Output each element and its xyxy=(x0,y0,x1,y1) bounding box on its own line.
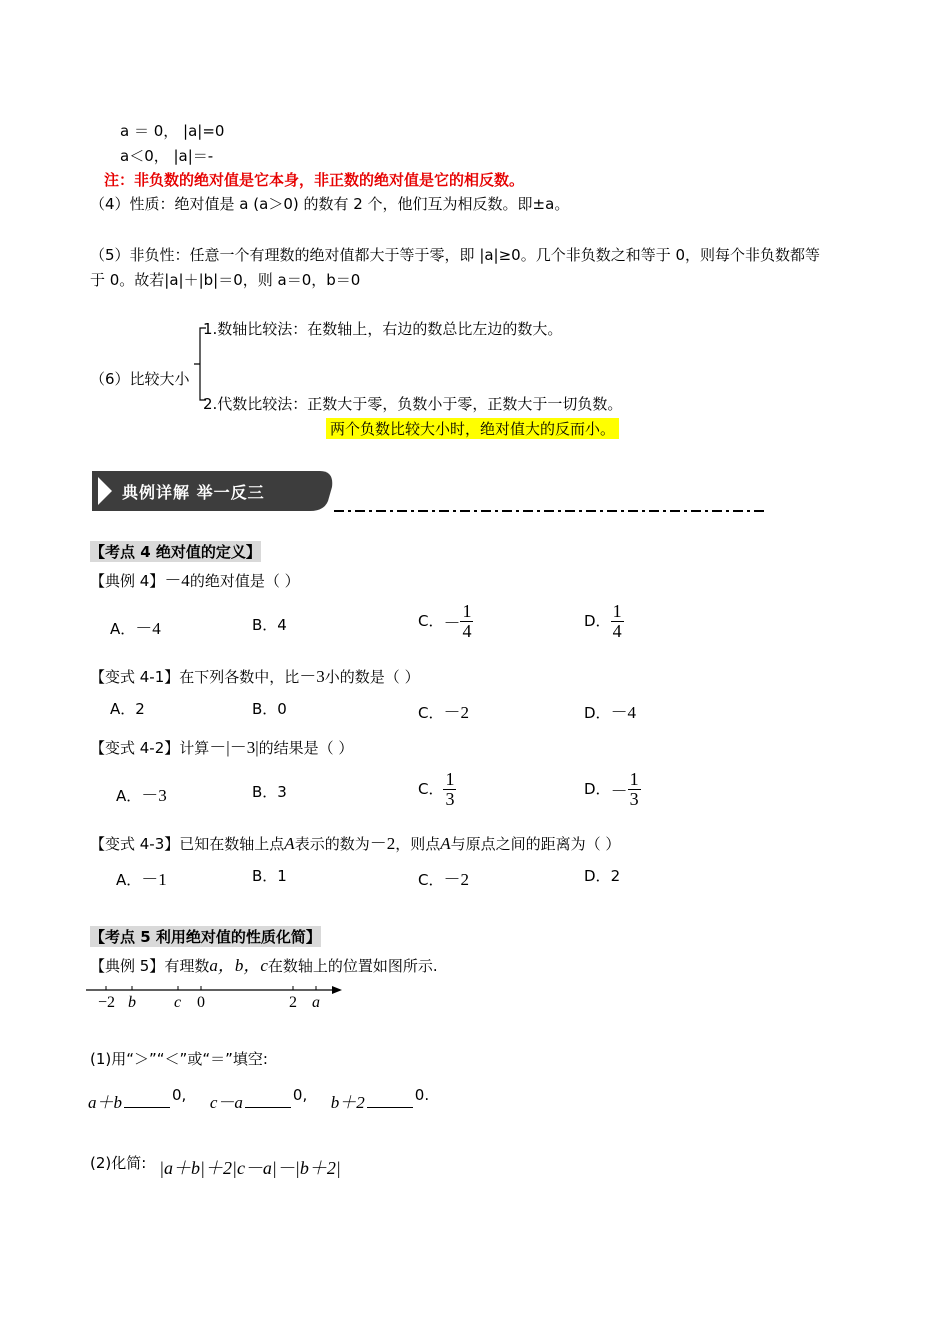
example-text: 有理数 xyxy=(164,957,210,975)
fraction-denominator: 3 xyxy=(445,788,455,809)
k4-variant-3 xyxy=(90,829,620,854)
option-letter: D． xyxy=(584,611,611,630)
k5-question-1: (1)用“＞”“＜”或“＝”填空: xyxy=(90,1050,268,1068)
question-label: (2)化简: xyxy=(90,1154,147,1172)
fraction-denominator: 3 xyxy=(629,788,639,809)
option-letter: C． xyxy=(418,704,444,722)
property-5-line2: 于 0。故若|a|＋|b|＝0，则 a＝0，b＝0 xyxy=(90,271,361,289)
option-letter: C． xyxy=(418,779,444,798)
k4v3-option-a[interactable] xyxy=(116,865,167,890)
option-letter: A． xyxy=(116,787,142,805)
option-value: 2 xyxy=(610,867,621,885)
compare-method-1: 1.数轴比较法：在数轴上，右边的数总比左边的数大。 xyxy=(203,320,563,338)
k4-option-b[interactable] xyxy=(252,614,287,635)
expr-1: a＋b xyxy=(88,1093,122,1112)
option-value: 4 xyxy=(277,616,287,634)
example-prefix: 【典例 5】 xyxy=(90,957,165,975)
expr-3: b＋2 xyxy=(330,1093,365,1112)
k4v1-option-d[interactable] xyxy=(584,698,636,723)
option-value: －4 xyxy=(135,619,161,638)
axis-label-c: c xyxy=(174,994,182,1011)
k4v2-option-d[interactable] xyxy=(584,770,641,809)
variant-math: －|－3| xyxy=(209,738,259,757)
option-fraction xyxy=(611,602,624,641)
option-value: －1 xyxy=(141,870,167,889)
variant-text: 表示的数为 xyxy=(294,835,370,853)
fraction-denominator: 4 xyxy=(612,620,622,641)
fraction-numerator: 1 xyxy=(612,601,622,621)
option-letter: B． xyxy=(252,616,278,634)
option-value: －2 xyxy=(443,703,469,722)
option-letter: D． xyxy=(584,779,611,798)
k4-variant-2 xyxy=(90,733,353,758)
variant-math: A xyxy=(284,834,295,853)
option-letter: D． xyxy=(584,867,611,885)
zero-label: 0. xyxy=(414,1086,430,1104)
axis-label-zero: 0 xyxy=(197,994,205,1011)
k4v3-option-b[interactable] xyxy=(252,865,287,886)
axis-label-two: 2 xyxy=(289,994,297,1011)
option-value: 3 xyxy=(277,783,287,801)
option-value: 1 xyxy=(277,867,287,885)
variant-prefix: 【变式 4-3】 xyxy=(90,835,180,853)
example-vars: a，b，c xyxy=(209,956,268,975)
k4-option-d[interactable] xyxy=(584,602,624,641)
example-text: 在数轴上的位置如图所示. xyxy=(267,957,438,975)
k4v3-option-c[interactable] xyxy=(418,865,469,890)
variant-math: －2 xyxy=(369,834,396,853)
k5-heading: 【考点 5 利用绝对值的性质化简】 xyxy=(90,928,321,946)
variant-text: 已知在数轴上点 xyxy=(179,835,285,853)
k4-example xyxy=(90,566,300,591)
variant-text: ，则点 xyxy=(395,835,441,853)
option-value: －2 xyxy=(443,870,469,889)
fraction-numerator: 1 xyxy=(462,601,472,621)
property-4: （4）性质：绝对值是 a (a＞0) 的数有 2 个，他们互为相反数。即±a。 xyxy=(90,195,570,213)
option-letter: A． xyxy=(110,620,136,638)
option-letter: B． xyxy=(252,867,278,885)
option-fraction xyxy=(443,770,456,809)
fraction-numerator: 1 xyxy=(445,769,455,789)
option-letter: A． xyxy=(110,700,136,718)
option-sign: － xyxy=(610,781,628,801)
note-line: 注：非负数的绝对值是它本身，非正数的绝对值是它的相反数。 xyxy=(104,171,525,189)
option-fraction xyxy=(460,602,473,641)
axis-label-a: a xyxy=(312,994,320,1011)
abs-def-zero: a ＝ 0， |a|=0 xyxy=(120,122,225,140)
option-letter: C． xyxy=(418,611,444,630)
number-line xyxy=(86,980,350,1016)
variant-text: 在下列各数中，比 xyxy=(179,668,300,686)
fraction-numerator: 1 xyxy=(629,769,639,789)
answer-blank-3[interactable] xyxy=(367,1107,413,1108)
zero-label: 0, xyxy=(172,1086,187,1104)
highlight-note: 两个负数比较大小时，绝对值大的反而小。 xyxy=(326,418,619,439)
option-letter: A． xyxy=(116,871,142,889)
k4-example-math: －4 xyxy=(164,571,190,590)
k4v1-option-b[interactable] xyxy=(252,698,287,719)
expr-2: c－a xyxy=(209,1093,243,1112)
k5-question-1-blanks xyxy=(88,1088,429,1113)
abs-def-negative: a＜0， |a|＝- xyxy=(120,147,214,165)
k4v3-option-d[interactable] xyxy=(584,865,620,886)
k5-example xyxy=(90,951,438,976)
k4-example-prefix: 【典例 4】 xyxy=(90,572,165,590)
variant-prefix: 【变式 4-1】 xyxy=(90,668,180,686)
compare-method-2: 2.代数比较法：正数大于零，负数小于零，正数大于一切负数。 xyxy=(203,395,623,413)
property-5-line1: （5）非负性：任意一个有理数的绝对值都大于等于零，即 |a|≥0。几个非负数之和等于 0，则每个非负数都等 xyxy=(90,246,821,264)
k4-variant-1 xyxy=(90,662,420,687)
option-letter: D． xyxy=(584,704,611,722)
option-value: 0 xyxy=(277,700,287,718)
variant-math: －3 xyxy=(299,667,325,686)
option-letter: C． xyxy=(418,871,444,889)
variant-math: A xyxy=(440,834,451,853)
option-value: －4 xyxy=(610,703,637,722)
variant-text: 计算 xyxy=(179,739,210,757)
variant-text: 小的数是（ ） xyxy=(324,668,420,686)
k4v2-option-a[interactable] xyxy=(116,781,167,806)
axis-label-b: b xyxy=(128,994,136,1011)
answer-blank-2[interactable] xyxy=(245,1107,291,1108)
answer-blank-1[interactable] xyxy=(124,1107,170,1108)
option-letter: B． xyxy=(252,700,278,718)
k4-option-a[interactable] xyxy=(110,614,161,639)
simplify-expression: |a＋b|＋2|c－a|－|b＋2| xyxy=(159,1158,341,1178)
banner-title: 典例详解 举一反三 xyxy=(122,483,265,502)
variant-text: 与原点之间的距离为（ ） xyxy=(450,835,621,853)
k4-heading: 【考点 4 绝对值的定义】 xyxy=(90,543,261,561)
option-letter: B． xyxy=(252,783,278,801)
axis-label-minus2: −2 xyxy=(98,994,116,1011)
section-banner xyxy=(88,465,778,525)
option-value: 2 xyxy=(135,700,145,718)
k4v2-option-c[interactable] xyxy=(418,770,456,809)
property-6-label: （6）比较大小 xyxy=(90,370,190,388)
k4v2-option-b[interactable] xyxy=(252,781,287,802)
variant-text: 的结果是（ ） xyxy=(258,739,354,757)
k4v1-option-c[interactable] xyxy=(418,698,469,723)
k5-question-2 xyxy=(90,1148,341,1178)
k4-option-c[interactable] xyxy=(418,602,473,641)
fraction-denominator: 4 xyxy=(462,620,472,641)
option-sign: － xyxy=(443,613,461,633)
option-fraction xyxy=(628,770,641,809)
k4-example-text: 的绝对值是（ ） xyxy=(189,572,300,590)
k4v1-option-a[interactable] xyxy=(110,698,145,719)
zero-label: 0, xyxy=(292,1086,308,1104)
option-value: －3 xyxy=(141,786,167,805)
variant-prefix: 【变式 4-2】 xyxy=(90,739,180,757)
